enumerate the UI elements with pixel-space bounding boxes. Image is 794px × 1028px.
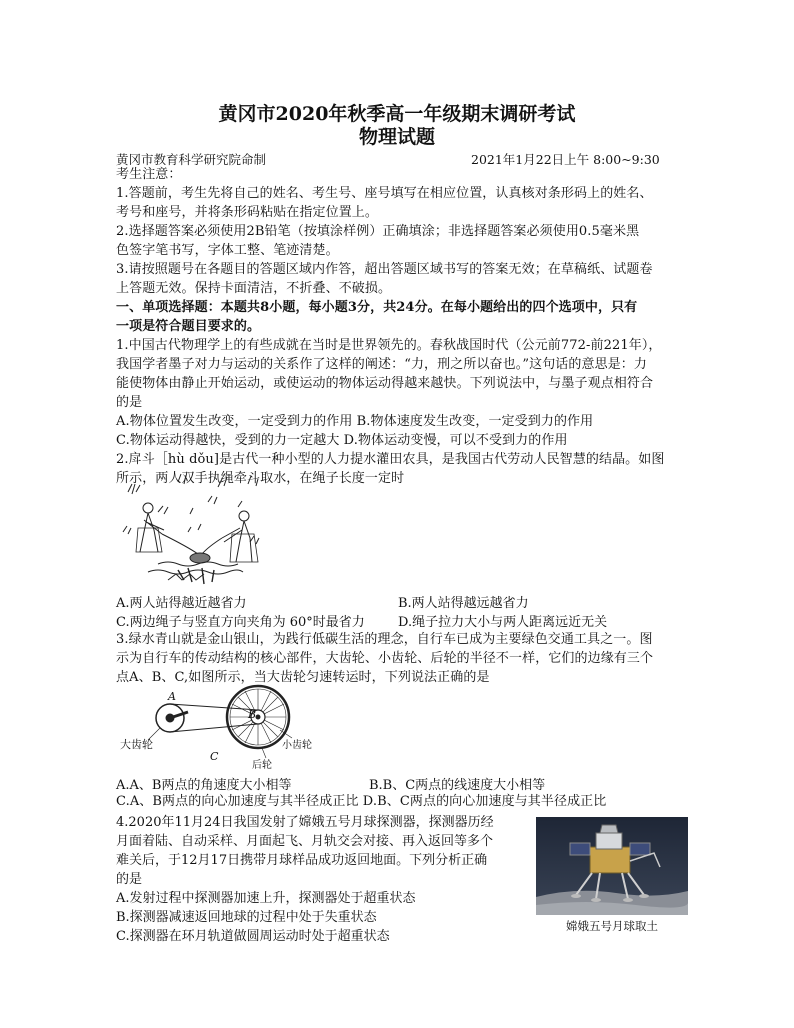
notice-line: 3.请按照题号在各题目的答题区域内作答，超出答题区域书写的答案无效；在草稿纸、试题卷 <box>116 262 653 277</box>
q1-options-ab: A.物体位置发生改变，一定受到力的作用 B.物体速度发生改变，一定受到力的作用 <box>116 414 594 429</box>
q1-stem: 能使物体由静止开始运动，或使运动的物体运动得越来越快。下列说法中，与墨子观点相符合 <box>116 376 654 391</box>
q4-stem: 4.2020年11月24日我国发射了嫦娥五号月球探测器，探测器历经 <box>116 815 494 830</box>
notice-line: 考号和座号，并将条形码粘贴在指定位置上。 <box>116 205 379 220</box>
q3-options-cd: C.A、B两点的向心加速度与其半径成正比 D.B、C两点的向心加速度与其半径成正比 <box>116 794 607 809</box>
q3-stem: 3.绿水青山就是金山银山，为践行低碳生活的理念，自行车已成为主要绿色交通工具之一。图 <box>116 632 653 647</box>
q4-option-b: B.探测器减速返回地球的过程中处于失重状态 <box>116 910 377 925</box>
point-c-label: C <box>210 750 219 763</box>
q3-stem: 点A、B、C,如图所示，当大齿轮匀速转运时，下列说法正确的是 <box>116 670 490 685</box>
notice-heading: 考生注意： <box>116 167 182 182</box>
q3-figure-bicycle-drive <box>118 686 312 772</box>
q1-stem: 1.中国古代物理学上的有些成就在当时是世界领先的。春秋战国时代（公元前772-前221年）， <box>116 338 662 353</box>
q2-option-d: D.绳子拉力大小与两人距离远近无关 <box>398 615 608 630</box>
q1-stem: 的是 <box>116 395 143 410</box>
q4-stem: 月面着陆、自动采样、月面起飞、月轨交会对接、再入返回等多个 <box>116 834 494 849</box>
small-gear-label: 小齿轮 <box>282 740 312 751</box>
exam-datetime: 2021年1月22日上午 8:00~9:30 <box>471 152 660 167</box>
rear-wheel-label: 后轮 <box>252 760 272 771</box>
point-b-label: B <box>248 708 257 721</box>
q2-figure-hudou-illustration <box>118 472 268 592</box>
q4-option-c: C.探测器在环月轨道做圆周运动时处于超重状态 <box>116 929 390 944</box>
q1-stem: 我国学者墨子对力与运动的关系作了这样的阐述：“力，刑之所以奋也。”这句话的意思是：力 <box>116 357 647 372</box>
section-heading: 一、单项选择题：本题共8小题，每小题3分，共24分。在每小题给出的四个选项中，只有 <box>116 300 638 315</box>
q4-photo-caption: 嫦娥五号月球取土 <box>566 919 658 933</box>
point-a-label: A <box>168 690 176 703</box>
exam-title: 黄冈市2020年秋季高一年级期末调研考试 <box>218 103 576 125</box>
q3-option-a: A.A、B两点的角速度大小相等 <box>116 778 292 793</box>
notice-line: 1.答题前，考生先将自己的姓名、考生号、座号填写在相应位置，认真核对条形码上的姓名、 <box>116 186 653 201</box>
big-gear-label: 大齿轮 <box>120 738 153 751</box>
exam-source: 黄冈市教育科学研究院命制 <box>116 152 267 167</box>
q2-option-b: B.两人站得越远越省力 <box>398 596 529 611</box>
section-heading: 一项是符合题目要求的。 <box>116 319 261 334</box>
q4-stem: 的是 <box>116 872 143 887</box>
q1-options-cd: C.物体运动得越快，受到的力一定越大 D.物体运动变慢，可以不受到力的作用 <box>116 433 568 448</box>
q2-stem: 2.戽斗［hù dǒu]是古代一种小型的人力提水灌田农具，是我国古代劳动人民智慧的结晶。如图 <box>116 452 665 467</box>
q2-option-c: C.两边绳子与竖直方向夹角为 60°时最省力 <box>116 615 365 630</box>
notice-line: 上答题无效。保持卡面清洁，不折叠、不破损。 <box>116 281 392 296</box>
subject-title: 物理试题 <box>358 126 435 148</box>
q4-photo-change5-lander <box>536 817 688 915</box>
q3-option-b: B.B、C两点的线速度大小相等 <box>369 778 546 793</box>
notice-line: 色签字笔书写，字体工整、笔迹清楚。 <box>116 243 339 258</box>
q2-option-a: A.两人站得越近越省力 <box>116 596 247 611</box>
q4-stem: 难关后，于12月17日携带月球样品成功返回地面。下列分析正确 <box>116 853 488 868</box>
q4-option-a: A.发射过程中探测器加速上升，探测器处于超重状态 <box>116 891 416 906</box>
q3-stem: 示为自行车的传动结构的核心部件，大齿轮、小齿轮、后轮的半径不一样，它们的边缘有三个 <box>116 651 654 666</box>
q2-stem: 所示，两人双手执绳牵斗取水，在绳子长度一定时 <box>116 471 405 486</box>
notice-line: 2.选择题答案必须使用2B铅笔（按填涂样例）正确填涂；非选择题答案必须使用0.5毫米黑 <box>116 224 640 239</box>
